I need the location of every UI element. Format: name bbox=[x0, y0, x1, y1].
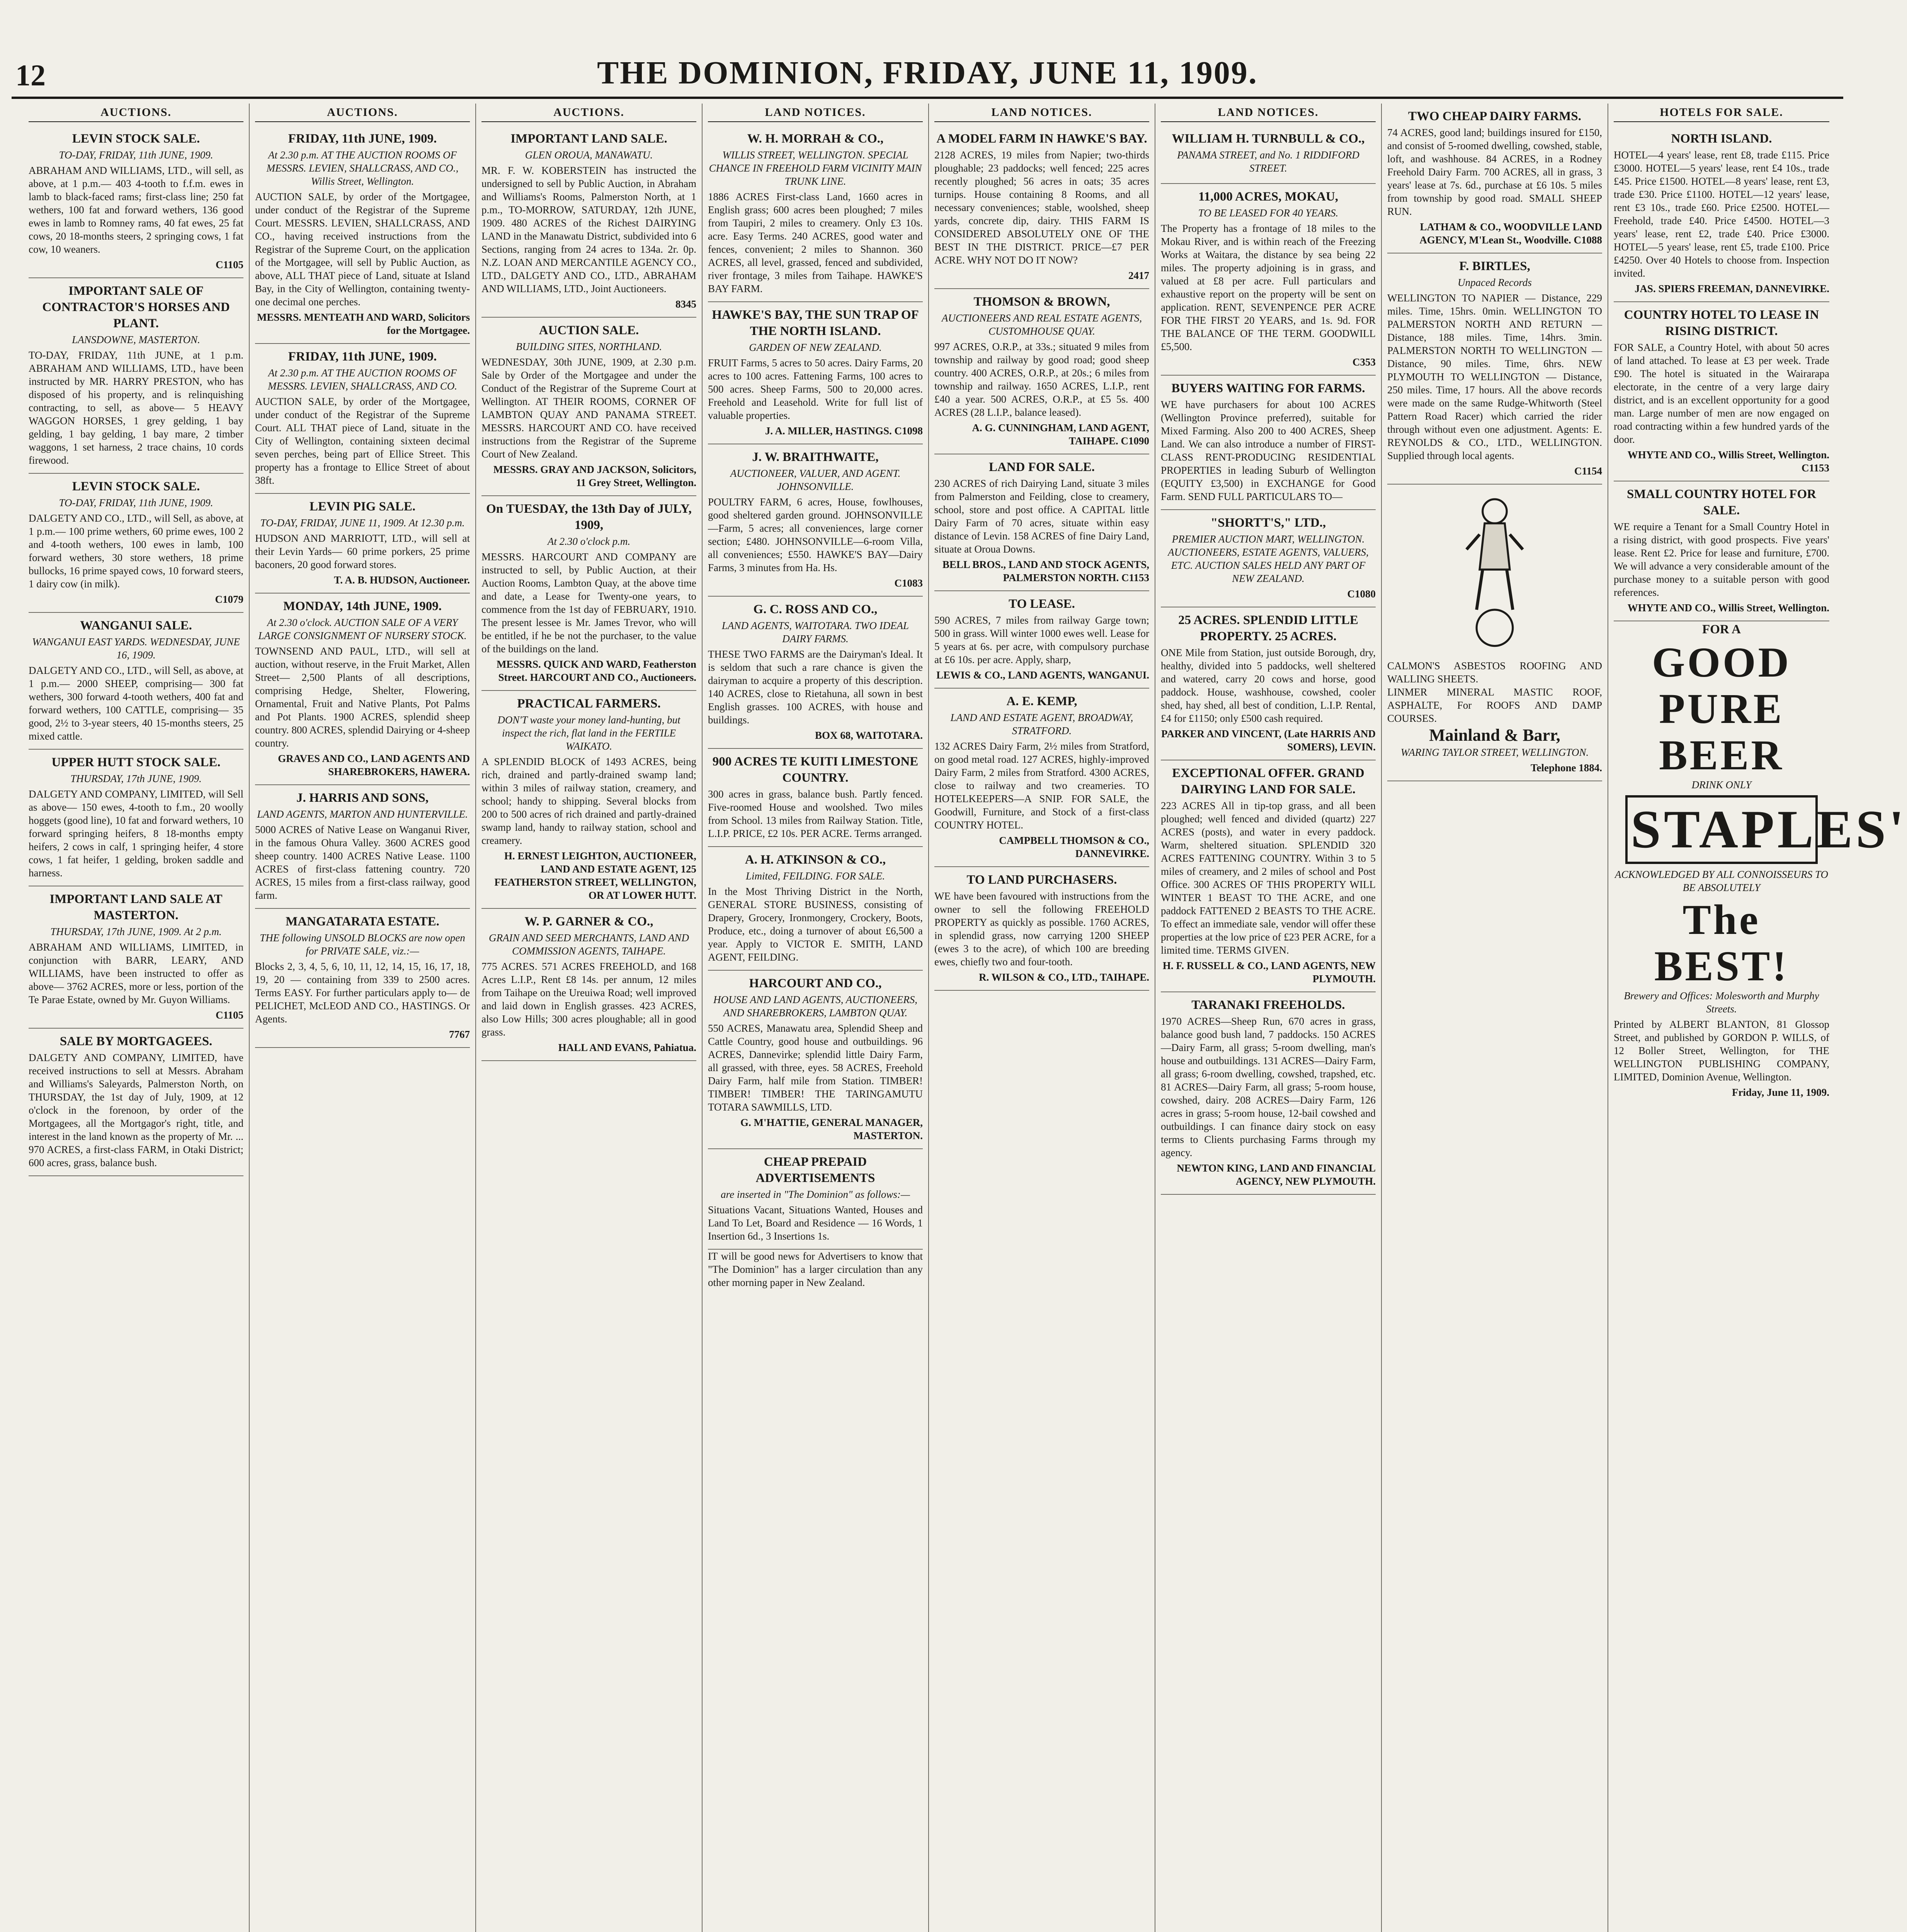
ad-signature: MESSRS. MENTEATH AND WARD, Solicitors for the Mortgagee. bbox=[257, 311, 470, 336]
ad-body: DALGETY AND COMPANY, LIMITED, will Sell as above— 150 ewes, 4-tooth to f.m., 20 woolly hoggets (good line), 10 fat and forward wethers, 10 forward springing heifers, 8 18-months empty heifers, 2 cows in calf, 1 springing heifer, 4 store cows, 1 fat heifer, 1 gelding, broken saddle and harness. bbox=[29, 788, 243, 879]
ad-title: FRIDAY, 11th JUNE, 1909. bbox=[288, 350, 437, 364]
ad-body: DALGETY AND CO., LTD., will Sell, as above, at 1 p.m.— 2000 SHEEP, comprising— 300 fat wethers, 300 forward 4-tooth wethers, 400 fat and forward wethers, 100 CATTLE, comprising— 35 good, 2½ to 3-year steers, 40 15-months steers, 25 mixed cattle. bbox=[29, 665, 243, 742]
ad-signature: H. ERNEST LEIGHTON, AUCTIONEER, LAND AND ESTATE AGENT, 125 FEATHERSTON STREET, WELLINGTON, OR AT LOWER HUTT. bbox=[494, 850, 696, 901]
ad-body: MR. F. W. KOBERSTEIN has instructed the undersigned to sell by Public Auction, in Abraham and Williams's Rooms, Palmerston North, at 1 p.m., TO-MORROW, SATURDAY, 12th JUNE, 1909. 480 ACRES of the Richest DAIRYING LAND in the Manawatu District, subdivided into 6 Sections, ranging from 24 acres to 134a. 2r. 0p. N.Z. LOAN AND MERCANTILE AGENCY CO., LTD., DALGETY AND CO., LTD., ABRAHAM AND WILLIAMS, LTD., Joint Auctioneers. bbox=[481, 165, 696, 294]
ad-subtitle: At 2.30 o'clock p.m. bbox=[547, 536, 631, 547]
ad-body: 550 ACRES, Manawatu area, Splendid Sheep and Cattle Country, good house and outbuildings. 96 ACRES, Dannevirke; splendid little Dairy Farm, all grassed, with three, eyes. 58 ACRES, Freehold Dairy Farm, half mile from Station. TIMBER! TIMBER! TIMBER! THE TARINGAMUTU TOTARA SAWMILLS, LTD. bbox=[708, 1022, 923, 1113]
advertisement bbox=[29, 750, 243, 886]
beer-intro: FOR A bbox=[1702, 622, 1741, 636]
ad-body: THESE TWO FARMS are the Dairyman's Ideal. It is seldom that such a rare chance is given the dairyman to acquire a property of this description. 140 ACRES, close to Rietahuna, all sown in best English grasses. 100 ACRES, with house and buildings. bbox=[708, 648, 923, 726]
advertisement bbox=[1161, 992, 1376, 1195]
ad-title: PRACTICAL FARMERS. bbox=[517, 697, 661, 711]
ad-signature: NEWTON KING, LAND AND FINANCIAL AGENCY, NEW PLYMOUTH. bbox=[1177, 1162, 1376, 1187]
ad-body: ABRAHAM AND WILLIAMS, LIMITED, in conjunction with BARR, LEARY, AND WILLIAMS, have been instructed to offer as above— 3762 ACRES, more or less, portion of the Te Parae Estate, owned by Mr. Guyon Williams. bbox=[29, 941, 243, 1005]
ad-title: MONDAY, 14th JUNE, 1909. bbox=[283, 599, 442, 613]
ad-subtitle: TO-DAY, FRIDAY, JUNE 11, 1909. At 12.30 p.m. bbox=[260, 517, 465, 529]
column-header: HOTELS FOR SALE. bbox=[1614, 104, 1829, 122]
advertisement bbox=[29, 474, 243, 613]
ad-signature: C1083 bbox=[894, 577, 923, 589]
column-2 bbox=[250, 104, 476, 1932]
ad-body: 230 ACRES of rich Dairying Land, situate 3 miles from Palmerston and Feilding, close to creamery, school, store and post office. A CAPITAL little Dairy Farm of 70 acres, situate within easy distance of Levin. 158 ACRES of fine Dairy Land, situate at Oroua Downs. bbox=[934, 478, 1149, 555]
ad-signature: J. A. MILLER, HASTINGS. C1098 bbox=[765, 425, 923, 437]
ad-title: SMALL COUNTRY HOTEL FOR SALE. bbox=[1627, 487, 1816, 517]
mainland-barr-advertisement bbox=[1387, 655, 1602, 781]
ad-title: LEVIN STOCK SALE. bbox=[72, 132, 200, 146]
ad-title: "SHORTT'S," LTD., bbox=[1210, 516, 1326, 530]
ad-body: DALGETY AND CO., LTD., will Sell, as above, at 1 p.m.— 100 prime wethers, 60 prime ewes, 100 2 and 4-tooth wethers, 100 ewes in lamb, 100 forward wethers, 30 store wethers, 18 prime bullocks, 16 prime spayed cows, 10 forward steers, 1 dairy cow (in milk). bbox=[29, 512, 243, 590]
advertisement bbox=[1161, 760, 1376, 992]
ad-body: 1970 ACRES—Sheep Run, 670 acres in grass, balance good bush land, 7 paddocks. 150 ACRES—Dairy Farm, all grass; 5-room dwelling, man's house and outbuildings. 131 ACRES—Dairy Farm, all grass; 6-room dwelling, cowshed, trapshed, etc. 81 ACRES—Dairy Farm, all grass; 5-room house, cowshed, dairy. 208 ACRES—Dairy Farm, 126 acres in grass; 5-room house, 12-bail cowshed and outbuildings. I can finance dairy stock on easy terms to Clients purchasing Farms through my agency. bbox=[1161, 1015, 1376, 1158]
ad-subtitle: Unpaced Records bbox=[1458, 277, 1532, 288]
cyclist-illustration bbox=[1444, 488, 1545, 651]
beer-advertisement bbox=[1614, 621, 1907, 1099]
advertisement bbox=[1161, 126, 1376, 184]
advertisement bbox=[934, 689, 1149, 867]
ad-title: W. P. GARNER & CO., bbox=[524, 915, 653, 929]
ad-subtitle: Limited, FEILDING. FOR SALE. bbox=[746, 870, 885, 882]
advertisement bbox=[255, 594, 470, 785]
ad-signature: WHYTE AND CO., Willis Street, Wellington. C1153 bbox=[1627, 449, 1829, 474]
ad-signature: C1105 bbox=[215, 259, 243, 270]
ad-title: AUCTION SALE. bbox=[539, 323, 639, 337]
ad-title: EXCEPTIONAL OFFER. GRAND DAIRYING LAND FOR SALE. bbox=[1172, 766, 1364, 796]
ad-title: A. E. KEMP, bbox=[1006, 694, 1077, 708]
ad-body: WEDNESDAY, 30th JUNE, 1909, at 2.30 p.m. Sale by Order of the Mortgagee and under the Conduct of the Registrar of the Supreme Court at Wellington. AT THEIR ROOMS, CORNER OF LAMBTON QUAY AND PANAMA STREET. MESSRS. HARCOURT AND CO. have received instructions from the Registrar of the Supreme Court of New Zealand. bbox=[481, 356, 696, 460]
ad-subtitle: At 2.30 o'clock. AUCTION SALE OF A VERY LARGE CONSIGNMENT OF NURSERY STOCK. bbox=[258, 617, 467, 641]
advertisement bbox=[29, 886, 243, 1029]
ad-signature: BOX 68, WAITOTARA. bbox=[815, 730, 923, 741]
advertisement bbox=[708, 302, 923, 444]
advertisement bbox=[934, 867, 1149, 991]
ad-title: J. HARRIS AND SONS, bbox=[296, 791, 429, 805]
advertisement bbox=[255, 785, 470, 909]
advertisement bbox=[255, 344, 470, 494]
advertisement bbox=[708, 749, 923, 847]
ad-title: WILLIAM H. TURNBULL & CO., bbox=[1172, 132, 1365, 146]
ad-body: POULTRY FARM, 6 acres, House, fowlhouses, good sheltered garden ground. JOHNSONVILLE—Farm, 5 acres; all conveniences, large corner section; £480. JOHNSONVILLE—6-room Villa, all conveniences; £550. HAWKE'S BAY—Dairy Farms, 3 minutes from Ha. Hs. bbox=[708, 496, 923, 573]
column-header: LAND NOTICES. bbox=[1161, 104, 1376, 122]
ad-body: AUCTION SALE, by order of the Mortgagee, under conduct of the Registrar of the Supreme Court. ALL THAT piece of Land, situate in the City of Wellington, containing sixteen decimal seven perches, being part of Ellice Street. This property has a frontage to Ellice Street of about 38ft. bbox=[255, 396, 470, 486]
ad-subtitle: WANGANUI EAST YARDS. WEDNESDAY, JUNE 16, 1909. bbox=[32, 636, 240, 661]
ad-signature: C1079 bbox=[215, 594, 243, 605]
advertisement bbox=[1614, 481, 1829, 621]
ad-subtitle: AUCTIONEER, VALUER, AND AGENT. JOHNSONVILLE. bbox=[730, 468, 901, 492]
ad-title: F. BIRTLES, bbox=[1459, 259, 1530, 273]
ad-subtitle: DON'T waste your money land-hunting, but inspect the rich, flat land in the FERTILE WAIKATO. bbox=[497, 714, 680, 752]
ad-title: CHEAP PREPAID ADVERTISEMENTS bbox=[755, 1155, 875, 1185]
ad-subtitle: LAND AGENTS, MARTON AND HUNTERVILLE. bbox=[257, 808, 468, 820]
advertisement bbox=[481, 126, 696, 318]
ad-signature: T. A. B. HUDSON, Auctioneer. bbox=[334, 574, 470, 586]
ad-body: HOTEL—4 years' lease, rent £8, trade £115. Price £3000. HOTEL—5 years' lease, rent £4 10s., trade £45. Price £1500. HOTEL—8 years' lease, rent £3, trade £30. Price £1100. HOTEL—12 years' lease, rent £3 10s., trade £60. Price £2500. HOTEL—Freehold, trade £40. Price £4500. HOTEL—3 years' lease, rent £2, trade £40. Price £3000. HOTEL—5 years' lease, rent £5, trade £100. Price £4250. Over 40 Hotels to choose from. Inspection invited. bbox=[1614, 149, 1829, 279]
advertisement bbox=[481, 909, 696, 1061]
advertisement bbox=[1161, 376, 1376, 510]
advertisement bbox=[708, 971, 923, 1149]
advertisement bbox=[708, 1149, 923, 1250]
masthead-name: THE DOMINION, bbox=[597, 55, 874, 91]
ad-signature: C1105 bbox=[215, 1009, 243, 1021]
ad-subtitle: GRAIN AND SEED MERCHANTS, LAND AND COMMISSION AGENTS, TAIHAPE. bbox=[488, 932, 689, 957]
ad-signature: 2417 bbox=[1128, 270, 1149, 281]
advertisement bbox=[1614, 302, 1829, 481]
footer-date: Friday, June 11, 1909. bbox=[1732, 1087, 1829, 1098]
ad-body: TO-DAY, FRIDAY, 11th JUNE, at 1 p.m. ABRAHAM AND WILLIAMS, LTD., have been instructed by MR. HARRY PRESTON, who has disposed of his property, and is relinquishing contracting, to sell, as above— 5 HEAVY WAGGON HORSES, 1 grey gelding, 1 bay gelding, 1 bay gelding, 1 bay mare, 2 timber waggons, 1 set harness, 2 trace chains, 10 cords firewood. bbox=[29, 349, 243, 466]
ad-subtitle: PANAMA STREET, and No. 1 RIDDIFORD STREET. bbox=[1177, 149, 1359, 174]
ad-subtitle: THE following UNSOLD BLOCKS are now open for PRIVATE SALE, viz.:— bbox=[260, 932, 465, 957]
advertisement bbox=[1161, 510, 1376, 607]
advertisement bbox=[1161, 184, 1376, 376]
telephone-number: Telephone 1884. bbox=[1530, 762, 1602, 774]
ad-subtitle: THURSDAY, 17th JUNE, 1909. At 2 p.m. bbox=[50, 926, 222, 937]
column-6 bbox=[1155, 104, 1382, 1932]
ad-signature: HALL AND EVANS, Pahiatua. bbox=[558, 1042, 696, 1053]
ad-title: IMPORTANT SALE OF CONTRACTOR'S HORSES AND PLANT. bbox=[42, 284, 230, 330]
advertisement bbox=[1614, 126, 1829, 302]
masthead-rule bbox=[12, 97, 1843, 99]
column-header: LAND NOTICES. bbox=[708, 104, 923, 122]
ad-subtitle: THURSDAY, 17th JUNE, 1909. bbox=[70, 773, 202, 784]
column-8 bbox=[1608, 104, 1907, 1932]
ad-body: FOR SALE, a Country Hotel, with about 50 acres of land attached. To lease at £3 per week. Trade £90. The hotel is situated in the Wairarapa electorate, in the centre of a very large dairy district, and is an excellent opportunity for a good man. Large number of men are now engaged on road contracting within a few hundred yards of the door. bbox=[1614, 342, 1829, 445]
advertisement bbox=[29, 613, 243, 750]
ad-title: SALE BY MORTGAGEES. bbox=[60, 1034, 213, 1048]
ad-title: 900 ACRES TE KUITI LIMESTONE COUNTRY. bbox=[712, 755, 919, 785]
printer-notice: Printed by ALBERT BLANTON, 81 Glossop Street, and published by GORDON P. WILLS, of 12 Boller Street, Wellington, for THE WELLINGTON PUBLISHING COMPANY, LIMITED, Dominion Avenue, Wellington. bbox=[1614, 1019, 1829, 1083]
ad-body: MESSRS. HARCOURT AND COMPANY are instructed to sell, by Public Auction, at their Auction Rooms, Lambton Quay, at the above time and date, a Lease for Twenty-one years, to commence from the 1st day of FEBRUARY, 1910. The present lessee is Mr. James Trevor, who will be entitled, if he be not the purchaser, to the value of the buildings on the land. bbox=[481, 551, 696, 655]
ad-title: LEVIN STOCK SALE. bbox=[72, 480, 200, 493]
ad-title: LAND FOR SALE. bbox=[988, 460, 1095, 474]
ad-body: 1886 ACRES First-class Land, 1660 acres in English grass; 600 acres been ploughed; 7 miles from Taupiri, 2 miles to creamery. Only £3 10s. acre. Easy Terms. 240 ACRES, good water and fences, convenient; 2 miles to Shannon. 360 ACRES, all level, grassed, fenced and subdivided, river frontage, 3 miles from Taihape. HAWKE'S BAY FARM. bbox=[708, 191, 923, 294]
masthead bbox=[12, 0, 1843, 100]
column-5 bbox=[929, 104, 1155, 1932]
ad-body: 300 acres in grass, balance bush. Partly fenced. Five-roomed House and woolshed. Two miles from School. 13 miles from Railway Station. Title, L.I.P. PRICE, £2 10s. PER ACRE. Terms arranged. bbox=[708, 788, 923, 839]
ad-signature: A. G. CUNNINGHAM, LAND AGENT, TAIHAPE. C1090 bbox=[972, 422, 1149, 447]
ad-title: THOMSON & BROWN, bbox=[973, 295, 1110, 309]
column-3 bbox=[476, 104, 703, 1932]
ad-title: HAWKE'S BAY, THE SUN TRAP OF THE NORTH ISLAND. bbox=[712, 308, 919, 338]
ad-signature: C1154 bbox=[1574, 465, 1602, 477]
column-1 bbox=[23, 104, 250, 1932]
ad-title: IMPORTANT LAND SALE AT MASTERTON. bbox=[49, 892, 223, 922]
footer-notice: IT will be good news for Advertisers to know that "The Dominion" has a larger circulation than any other morning paper in New Zealand. bbox=[708, 1250, 923, 1288]
advertisement bbox=[29, 1029, 243, 1176]
advertisement bbox=[708, 126, 923, 302]
ad-body: Blocks 2, 3, 4, 5, 6, 10, 11, 12, 14, 15, 16, 17, 18, 19, 20 — containing from 339 to 2500 acres. Terms EASY. For further particulars apply to— de PELICHET, McLEOD AND CO., HASTINGS. Or Agents. bbox=[255, 961, 470, 1025]
ad-title: HARCOURT AND CO., bbox=[749, 976, 882, 990]
ad-title: WANGANUI SALE. bbox=[80, 619, 192, 633]
ad-signature: CAMPBELL THOMSON & CO., DANNEVIRKE. bbox=[999, 835, 1149, 859]
advertisement bbox=[934, 289, 1149, 454]
advertisement bbox=[934, 454, 1149, 591]
ad-title: UPPER HUTT STOCK SALE. bbox=[51, 755, 221, 769]
advertisement bbox=[481, 691, 696, 909]
ad-subtitle: PREMIER AUCTION MART, WELLINGTON. AUCTIONEERS, ESTATE AGENTS, VALUERS, ETC. AUCTION SALES HELD ANY PART OF NEW ZEALAND. bbox=[1168, 533, 1369, 584]
advertisement bbox=[481, 318, 696, 496]
brewery-address: Brewery and Offices: Molesworth and Murphy Streets. bbox=[1624, 990, 1819, 1015]
ad-body: A SPLENDID BLOCK of 1493 ACRES, being rich, drained and partly-drained swamp land; within 3 miles of railway station, creamery, and school; handy to shipping. Several blocks from 200 to 500 acres of rich drained and partly-drained swamp land, handy to railway station, school and creamery. bbox=[481, 756, 696, 846]
ad-body: 775 ACRES. 571 ACRES FREEHOLD, and 168 Acres L.I.P., Rent £8 14s. per annum, 12 miles from Taihape on the Ureuiwa Road; well improved and laid down in English grasses. 423 ACRES, also Low Hills; 300 acres ploughable; all in good grass. bbox=[481, 961, 696, 1038]
advertisement bbox=[708, 847, 923, 971]
ad-title: A MODEL FARM IN HAWKE'S BAY. bbox=[936, 132, 1147, 146]
page-number: 12 bbox=[15, 58, 46, 92]
ad-body: 5000 ACRES of Native Lease on Wanganui River, in the famous Ohura Valley. 3600 ACRES good sheep country. 1400 ACRES Native Lease. 1100 ACRES of first-class fattening country. 720 ACRES, 15 miles from a first-class railway, good farm. bbox=[255, 824, 470, 901]
ad-title: BUYERS WAITING FOR FARMS. bbox=[1171, 381, 1365, 395]
advertisement bbox=[255, 909, 470, 1048]
ad-body: WE have purchasers for about 100 ACRES (Wellington Province preferred), suitable for Mixed Farming. Also 200 to 400 ACRES, Sheep Land. We can also introduce a number of FIRST-CLASS RENT-PRODUCING RESIDENTIAL PROPERTIES in leading Suburb of Wellington (EQUITY £3,500) in EXCHANGE for Good Farm. SEND FULL PARTICULARS TO— bbox=[1161, 399, 1376, 502]
ad-title: MANGATARATA ESTATE. bbox=[286, 915, 439, 929]
ad-body: WE have been favoured with instructions from the owner to sell the following FREEHOLD PROPERTY as quickly as possible. 1760 ACRES, in splendid grass, now carrying 1200 SHEEP (ewes 3 to the acre), of which 100 are breeding ewes, chiefly two and four-tooth. bbox=[934, 890, 1149, 968]
ad-title: On TUESDAY, the 13th Day of JULY, 1909, bbox=[486, 502, 692, 532]
ad-signature: 8345 bbox=[675, 298, 696, 310]
ad-title: 25 ACRES. SPLENDID LITTLE PROPERTY. 25 ACRES. bbox=[1178, 613, 1358, 643]
ad-title: TO LAND PURCHASERS. bbox=[966, 873, 1117, 887]
ad-title: FRIDAY, 11th JUNE, 1909. bbox=[288, 132, 437, 146]
mainland-barr-address: WARING TAYLOR STREET, WELLINGTON. bbox=[1400, 747, 1589, 758]
ad-title: TWO CHEAP DAIRY FARMS. bbox=[1408, 109, 1581, 123]
ad-subtitle: BUILDING SITES, NORTHLAND. bbox=[515, 341, 662, 352]
ad-body: 132 ACRES Dairy Farm, 2½ miles from Stratford, on good metal road. 127 ACRES, highly-improved Dairy Farm, 2 miles from Stratford. 4300 ACRES, close to railway and two creameries. TO HOTELKEEPERS—A SNIP. FOR SALE, the Goodwill, Furniture, and Stock of a first-class COUNTRY HOTEL. bbox=[934, 740, 1149, 831]
ad-subtitle: At 2.30 p.m. AT THE AUCTION ROOMS OF MESSRS. LEVIEN, SHALLCRASS, AND CO., Willis Street, Wellington. bbox=[266, 149, 459, 187]
advertisement bbox=[255, 494, 470, 594]
advertisement bbox=[1387, 104, 1602, 253]
ad-signature: JAS. SPIERS FREEMAN, DANNEVIRKE. bbox=[1634, 283, 1829, 294]
ad-body: FRUIT Farms, 5 acres to 50 acres. Dairy Farms, 20 acres to 100 acres. Fattening Farms, 100 acres to 500 acres. Sheep Farms, 500 to 20,000 acres. Freehold and Leasehold. Write for full list of valuable properties. bbox=[708, 357, 923, 421]
ad-title: TARANAKI FREEHOLDS. bbox=[1191, 998, 1345, 1012]
column-header: LAND NOTICES. bbox=[934, 104, 1149, 122]
ad-subtitle: TO BE LEASED FOR 40 YEARS. bbox=[1198, 207, 1339, 219]
ad-signature: 7767 bbox=[449, 1029, 470, 1040]
column-4 bbox=[703, 104, 929, 1932]
mainland-barr-name: Mainland & Barr, bbox=[1429, 726, 1560, 745]
ad-subtitle: GLEN OROUA, MANAWATU. bbox=[525, 149, 653, 161]
ad-title: W. H. MORRAH & CO., bbox=[747, 132, 884, 146]
ad-body: DALGETY AND COMPANY, LIMITED, have received instructions to sell at Messrs. Abraham and Williams's Saleyards, Palmerston North, on THURSDAY, the 1st day of July, 1909, at 12 o'clock in the forenoon, by order of the Mortgagees, all the Mortgagor's right, title, and interest in the land known as the property of Mr. ... 970 ACRES, a first-class FARM, in Otaki District; 600 acres, grass, balance bush. bbox=[29, 1052, 243, 1168]
ad-signature: MESSRS. QUICK AND WARD, Featherston Street. HARCOURT AND CO., Auctioneers. bbox=[496, 658, 696, 683]
ad-subtitle: TO-DAY, FRIDAY, 11th JUNE, 1909. bbox=[59, 497, 213, 509]
beer-drink-only: DRINK ONLY bbox=[1691, 779, 1752, 791]
advertisement bbox=[934, 126, 1149, 289]
ad-subtitle: At 2.30 p.m. AT THE AUCTION ROOMS OF MESSRS. LEVIEN, SHALLCRASS, AND CO. bbox=[267, 367, 457, 392]
ad-body: WELLINGTON TO NAPIER — Distance, 229 miles. Time, 15hrs. 0min. WELLINGTON TO PALMERSTON NORTH AND RETURN — Distance, 188 miles. Time, 14hrs. 3min. PALMERSTON NORTH TO WELLINGTON — Distance, 90 miles. Time, 6hrs. NEW PLYMOUTH TO WELLINGTON — Distance, 250 miles. Time, 17 hours. All the above records were made on the same Rudge-Whitworth (Steel Pattern Road Racer) which carried the rider through without even one adjustment. Agents: E. REYNOLDS & CO., LTD., WELLINGTON. Supplied through local agents. bbox=[1387, 292, 1602, 461]
column-header: AUCTIONS. bbox=[29, 104, 243, 122]
column-header: AUCTIONS. bbox=[255, 104, 470, 122]
ad-body: 590 ACRES, 7 miles from railway Garge town; 500 in grass. Will winter 1000 ewes well. Lease for 5 years at 6s. per acre, with compulsory purchase at £6 10s. per acre. Apply, sharp, bbox=[934, 614, 1149, 665]
ad-body: Situations Vacant, Situations Wanted, Houses and Land To Let, Board and Residence — 16 Words, 1 Insertion 6d., 3 Insertions 1s. bbox=[708, 1204, 923, 1242]
ad-body: ONE Mile from Station, just outside Borough, dry, healthy, divided into 5 paddocks, well sheltered and watered, carry 20 cows and horse, good paddock. House, washhouse, cowshed, cooler shed, hay shed, all best of condition, L.I.P. Rental, £4 for £1150; only £500 cash required. bbox=[1161, 647, 1376, 724]
advertisement bbox=[1161, 607, 1376, 760]
advertisement bbox=[29, 278, 243, 474]
advertisement bbox=[29, 126, 243, 278]
ad-title: TO LEASE. bbox=[1009, 597, 1075, 611]
ad-subtitle: LANSDOWNE, MASTERTON. bbox=[72, 334, 200, 345]
ad-subtitle: LAND AGENTS, WAITOTARA. TWO IDEAL DAIRY FARMS. bbox=[721, 620, 909, 645]
advertisement bbox=[708, 597, 923, 749]
ad-signature: G. M'HATTIE, GENERAL MANAGER, MASTERTON. bbox=[740, 1117, 923, 1141]
ad-title: A. H. ATKINSON & CO., bbox=[745, 853, 886, 867]
masthead-date: FRIDAY, JUNE 11, 1909. bbox=[883, 55, 1258, 91]
ad-body: The Property has a frontage of 18 miles to the Mokau River, and is within reach of the Freezing Works at Waitara, the distance by sea being 22 miles. The property adjoining is in grass, and valued at £8 per acre. Full particulars and exhaustive report on the property will be sent on application. RENT, SEVENPENCE PER ACRE FOR THE FIRST 20 YEARS, and 1s. 9d. FOR THE BALANCE OF THE TERM. GOODWILL £5,500. bbox=[1161, 223, 1376, 352]
beer-best: The BEST! bbox=[1654, 896, 1789, 990]
ad-title: LEVIN PIG SALE. bbox=[309, 500, 416, 514]
column-7 bbox=[1382, 104, 1608, 1932]
ad-body: 74 ACRES, good land; buildings insured for £150, and consist of 5-roomed dwelling, cowshed, stable, loft, and washhouse. 84 ACRES, in a Rodney Freehold Dairy Farm. 700 ACRES, all in grass, 3 years' lease at 7s. 6d., purchase at £6 10s. 5 miles from township by good road. SMALL SHEEP RUN. bbox=[1387, 127, 1602, 217]
ad-signature: WHYTE AND CO., Willis Street, Wellington. bbox=[1627, 602, 1829, 614]
ad-title: 11,000 ACRES, MOKAU, bbox=[1198, 190, 1339, 204]
ad-body: HUDSON AND MARRIOTT, LTD., will sell at their Levin Yards— 60 prime porkers, 25 prime baconers, 20 good forward stores. bbox=[255, 532, 470, 570]
ad-signature: C1080 bbox=[1347, 588, 1376, 600]
advertisement bbox=[934, 591, 1149, 689]
ad-title: J. W. BRAITHWAITE, bbox=[752, 450, 879, 464]
beer-acknowledged: ACKNOWLEDGED BY ALL CONNOISSEURS TO BE ABSOLUTELY bbox=[1614, 869, 1829, 893]
ad-subtitle: TO-DAY, FRIDAY, 11th JUNE, 1909. bbox=[59, 149, 213, 161]
ad-subtitle: LAND AND ESTATE AGENT, BROADWAY, STRATFORD. bbox=[950, 712, 1133, 736]
ad-signature: MESSRS. GRAY AND JACKSON, Solicitors, 11 Grey Street, Wellington. bbox=[493, 464, 696, 488]
columns bbox=[23, 104, 1907, 1932]
ad-subtitle: GARDEN OF NEW ZEALAND. bbox=[749, 342, 882, 353]
ad-body: 2128 ACRES, 19 miles from Napier; two-thirds ploughable; 23 paddocks; well fenced; 225 acres recently ploughed; 56 acres in oats; 35 acres turnips. House containing 8 Rooms, and all necessary conveniences; stable, woolshed, sheep yards, concrete dip, dairy. THIS FARM IS CONSIDERED ABSOLUTELY ONE OF THE BEST IN THE DISTRICT. PRICE—£7 PER ACRE. WHY NOT DO IT NOW? bbox=[934, 149, 1149, 266]
ad-signature: C353 bbox=[1352, 356, 1376, 368]
ad-title: COUNTRY HOTEL TO LEASE IN RISING DISTRICT. bbox=[1624, 308, 1819, 338]
linmer-mastic: LINMER MINERAL MASTIC ROOF, ASPHALTE, For ROOFS AND DAMP COURSES. bbox=[1387, 686, 1602, 724]
ad-signature: GRAVES AND CO., LAND AGENTS AND SHAREBROKERS, HAWERA. bbox=[278, 753, 470, 777]
ad-subtitle: AUCTIONEERS AND REAL ESTATE AGENTS, CUSTOMHOUSE QUAY. bbox=[941, 312, 1142, 337]
beer-headline: GOOD PURE BEER bbox=[1652, 639, 1791, 779]
advertisement bbox=[481, 496, 696, 691]
ad-subtitle: HOUSE AND LAND AGENTS, AUCTIONEERS, AND SHAREBROKERS, LAMBTON QUAY. bbox=[713, 994, 918, 1019]
advertisement bbox=[255, 126, 470, 344]
ad-signature: R. WILSON & CO., LTD., TAIHAPE. bbox=[979, 971, 1149, 983]
ad-body: WE require a Tenant for a Small Country Hotel in a rising district, with good prospects. Five years' lease. Rent £2. Price for lease and furniture, £700. We will advance a very considerable amount of the purchase money to a suitable person with good references. bbox=[1614, 521, 1829, 598]
beer-brand: STAPLES' bbox=[1625, 795, 1818, 864]
column-header: AUCTIONS. bbox=[481, 104, 696, 122]
ad-signature: BELL BROS., LAND AND STOCK AGENTS, PALMERSTON NORTH. C1153 bbox=[942, 559, 1149, 583]
ad-body: ABRAHAM AND WILLIAMS, LTD., will sell, as above, at 1 p.m.— 403 4-tooth to f.f.m. ewes in lamb to black-faced rams; first-class line; 250 fat wethers, 100 fat and forward wethers, 136 good ewes in lamb to Romney rams, 40 fat ewes, 25 fat cows, 20 18-months steers, 2 springing cows, 1 fat cow, 10 weaners. bbox=[29, 165, 243, 255]
advertisement bbox=[1387, 253, 1602, 485]
ad-signature: LEWIS & CO., LAND AGENTS, WANGANUI. bbox=[936, 669, 1149, 681]
ad-title: IMPORTANT LAND SALE. bbox=[510, 132, 667, 146]
ad-subtitle: WILLIS STREET, WELLINGTON. SPECIAL CHANCE IN FREEHOLD FARM VICINITY MAIN TRUNK LINE. bbox=[709, 149, 922, 187]
ad-signature: PARKER AND VINCENT, (Late HARRIS AND SOMERS), LEVIN. bbox=[1161, 728, 1376, 753]
ad-signature: H. F. RUSSELL & CO., LAND AGENTS, NEW PLYMOUTH. bbox=[1162, 960, 1376, 985]
newspaper-title bbox=[12, 54, 1843, 92]
ad-body: AUCTION SALE, by order of the Mortgagee, under conduct of the Registrar of the Supreme Court. MESSRS. LEVIEN, SHALLCRASS, AND CO., having received instructions from the Registrar of the Supreme Court, on the application of the Mortgagee, will sell by Public Auction, as above, ALL THAT piece of Land, situate at Island Bay, in the City of Wellington, containing twenty-one decimal one perches. bbox=[255, 191, 470, 308]
calmons-sheets: CALMON'S ASBESTOS ROOFING AND WALLING SHEETS. bbox=[1387, 660, 1602, 685]
ad-title: G. C. ROSS AND CO., bbox=[753, 602, 878, 616]
ad-body: TOWNSEND AND PAUL, LTD., will sell at auction, without reserve, in the Fruit Market, Allen Street— 2,500 Plants of all descriptions, comprising Hedge, Shelter, Flowering, Ornamental, Fruit and Native Plants, Pot Palms and Pot Plants. 1900 ACRES, splendid sheep country. 800 ACRES, splendid Dairying or 4-sheep country. bbox=[255, 645, 470, 749]
ad-body: In the Most Thriving District in the North, GENERAL STORE BUSINESS, consisting of Drapery, Grocery, Ironmongery, Crockery, Boots, Produce, etc., doing a turnover of about £6,500 a year. Apply to VICTOR E. SMITH, LAND AGENT, FEILDING. bbox=[708, 886, 923, 963]
ad-subtitle: are inserted in "The Dominion" as follows:— bbox=[721, 1189, 910, 1200]
ad-body: 997 ACRES, O.R.P., at 33s.; situated 9 miles from township and railway by good road; good sheep country. 400 ACRES, O.R.P., at 20s.; 6 miles from township and railway. 1650 ACRES, L.I.P., rent £40 a year. 500 ACRES, O.R.P., at £5 5s. 400 ACRES (28 L.I.P., balance leased). bbox=[934, 341, 1149, 418]
advertisement bbox=[708, 444, 923, 597]
ad-title: NORTH ISLAND. bbox=[1671, 132, 1772, 146]
ad-signature: LATHAM & CO., WOODVILLE LAND AGENCY, M'Lean St., Woodville. C1088 bbox=[1419, 221, 1602, 246]
ad-body: 223 ACRES All in tip-top grass, and all been ploughed; well fenced and divided (quartz) 227 ACRES (posts), and water in every paddock. Warm, sheltered situation. SPLENDID 320 ACRES FATTENING COUNTRY. Within 3 to 5 miles of creamery, and 2 miles of school and Post Office. 300 ACRES OF THIS PROPERTY WILL WINTER 1 BEAST TO THE ACRE, and one paddock FATTENED 2 BEASTS TO THE ACRE. To effect an immediate sale, vendor will offer these properties at the low price of £23 PER ACRE, for a limited time. TERMS GIVEN. bbox=[1161, 800, 1376, 956]
